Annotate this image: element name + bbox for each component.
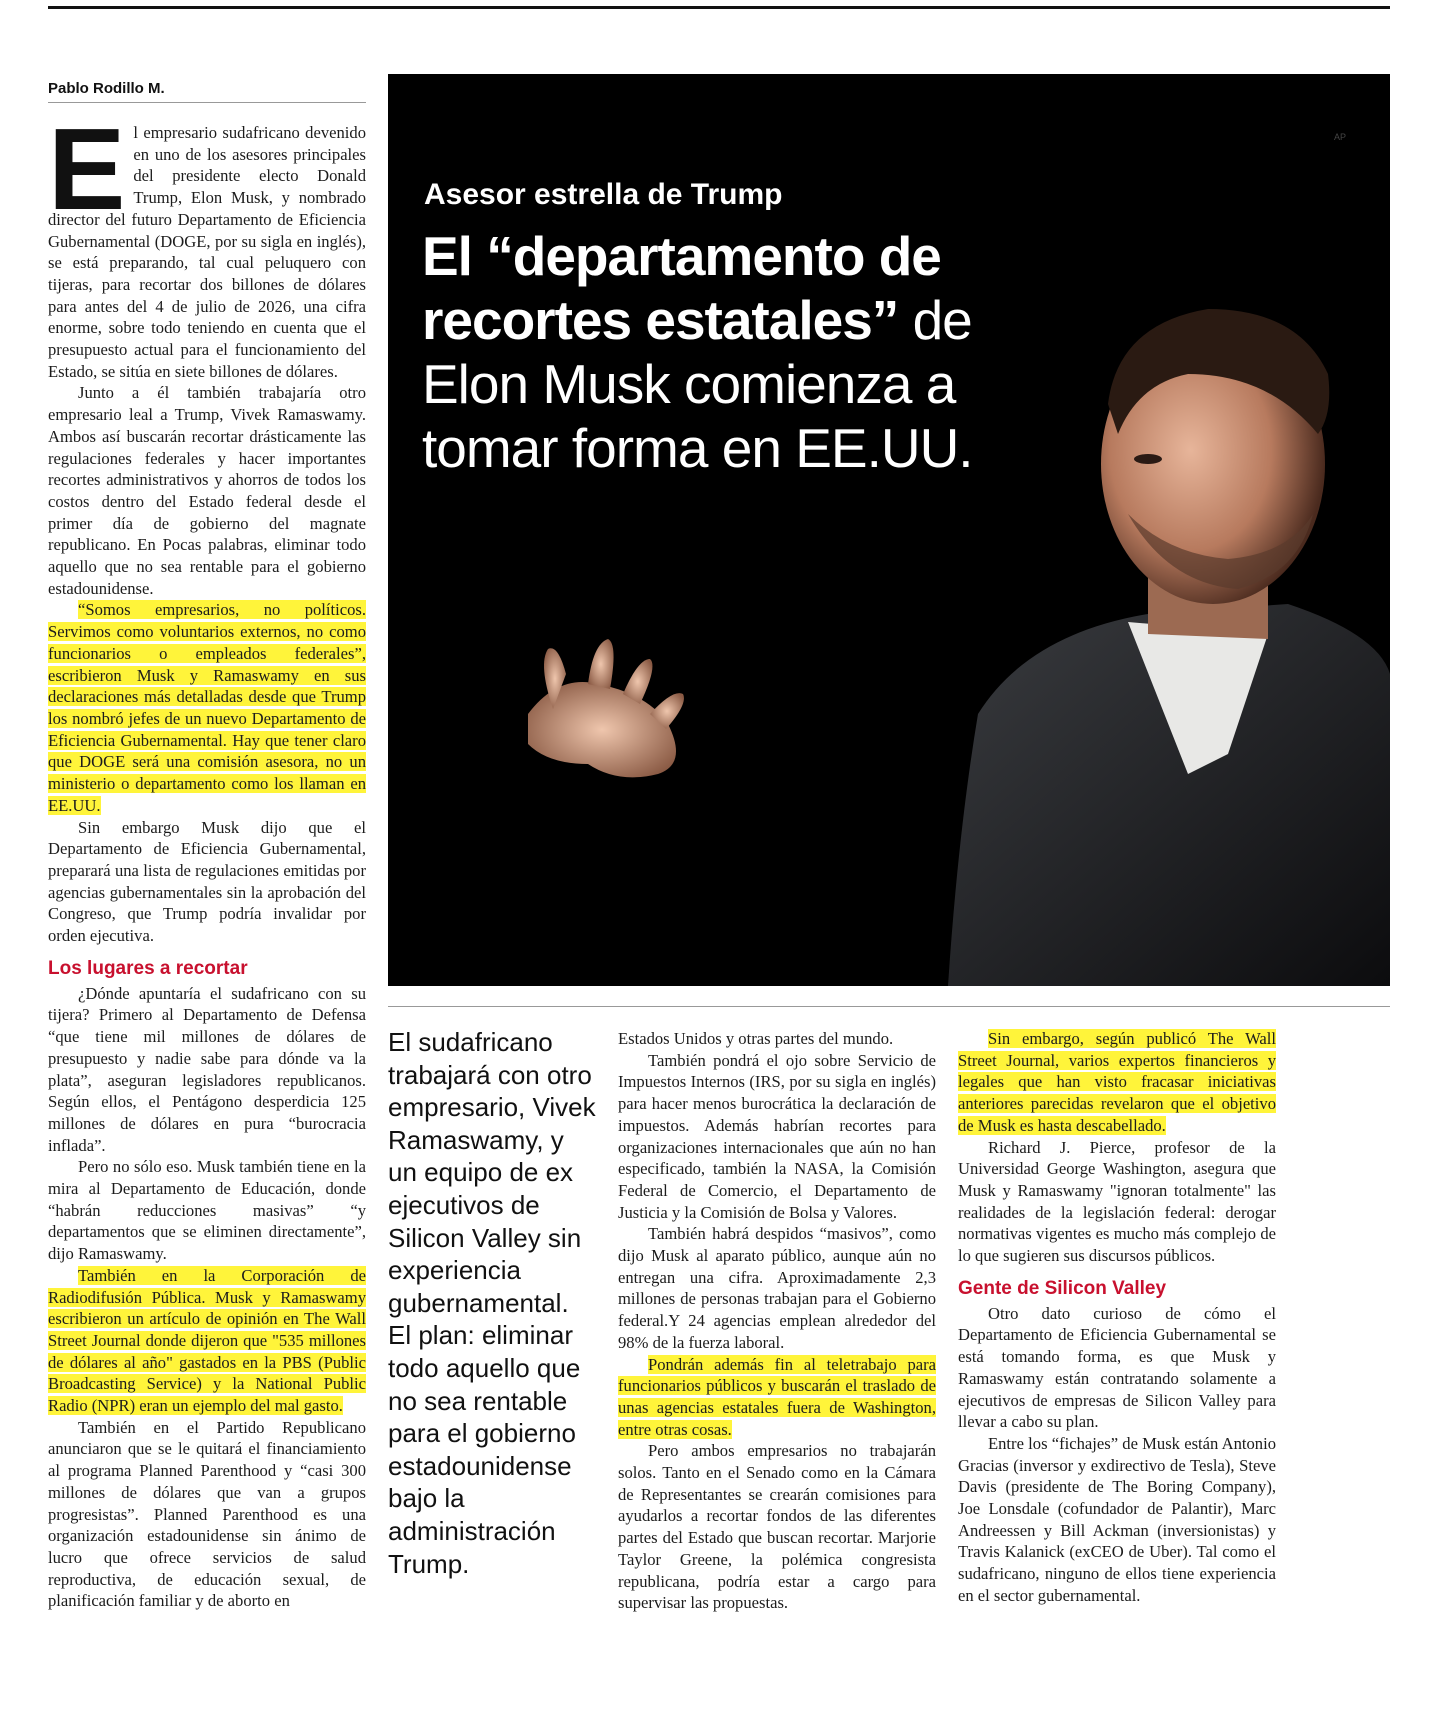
col4-paragraph-1 bbox=[958, 1028, 1276, 1137]
section-rule bbox=[388, 1006, 1390, 1007]
col3-paragraph-3: También habrá despidos “masivos”, como dijo Musk al aparato público, aunque aún no entregan una cifra. Aproximadamente 2,3 millones de personas trabajan para el Gobierno federal.Y 24 agencias emplean alrededor del 98% de la fuerza laboral. bbox=[618, 1224, 936, 1352]
highlighted-text: Sin embargo, según publicó The Wall Street Journal, varios expertos financieros y legales que han visto fracasar iniciativas anteriores parecidas revelaron que el objetivo de Musk es hasta descabellado. bbox=[958, 1029, 1276, 1135]
col4-paragraph-4: Entre los “fichajes” de Musk están Antonio Gracias (inversor y exdirectivo de Tesla), Steve Davis (presidente de The Boring Company), Joe Lonsdale (cofundador de Palantir), Marc Andreessen y Bill Ackman (inversionistas) y Travis Kalanick (exCEO de Uber). Tal como el sudafricano, ninguno de ellos tiene experiencia en el sector gubernamental. bbox=[958, 1433, 1276, 1605]
headline bbox=[422, 224, 982, 480]
col1-paragraph-7 bbox=[48, 1265, 366, 1417]
col4-paragraph-2: Richard J. Pierce, profesor de la Universidad George Washington, asegura que Musk y Ramaswamy "ignoran totalmente" las realidades de la legislación federal: derogar normativas vigentes es mucho más complejo de lo que sugieren sus discursos públicos. bbox=[958, 1137, 1276, 1266]
col1-paragraph-8: También en el Partido Republicano anunciaron que se le quitará el financiamiento al programa Planned Parenthood y “casi 300 millones de dólares que van a grupos progresistas”. Planned Parenthood es una organización estadounidense sin ánimo de lucro que ofrece servicios de salud reproductiva, de educación sexual, de planificación familiar y de aborto en bbox=[48, 1417, 366, 1611]
photo-credit: AP bbox=[1333, 132, 1346, 142]
kicker: Asesor estrella de Trump bbox=[424, 178, 783, 211]
top-rule bbox=[48, 6, 1390, 9]
hero-photo bbox=[388, 74, 1390, 986]
subhead-silicon-valley: Gente de Silicon Valley bbox=[958, 1277, 1167, 1299]
column-4 bbox=[958, 1028, 1276, 1607]
col1-paragraph-2: Junto a él también trabajaría otro empresario leal a Trump, Vivek Ramaswamy. Ambos así buscarán recortar drásticamente las regulaciones federales y hacer importantes recortes administrativos y ahorros de todos los costos dentro del Estado federal desde el primer día de gobierno del magnate republicano. En Pocas palabras, eliminar todo aquello que no sea rentable para el gobierno estadounidense. bbox=[48, 383, 366, 598]
byline: Pablo Rodillo M. bbox=[48, 80, 165, 97]
column-1 bbox=[48, 104, 366, 1612]
highlighted-quote: “Somos empresarios, no políticos. Servimos como voluntarios externos, no como funcionarios o empleados federales”, escribieron Musk y Ramaswamy en sus declaraciones más detalladas desde que Trump los nombró jefes de un nuevo Departamento de Eficiencia Gubernamental. Hay que tener claro que DOGE será una comisión asesora, no un ministerio o departamento como los llaman en EE.UU. bbox=[48, 600, 366, 815]
intro-paragraph bbox=[48, 104, 366, 382]
byline-rule bbox=[48, 102, 366, 103]
col3-paragraph-2: También pondrá el ojo sobre Servicio de Impuestos Internos (IRS, por su sigla en inglés) para hacer menos burocrática la declaración de impuestos. Además habrían recortes para organizaciones internacionales que aún no han especificado, también la NASA, la Comisión Federal de Comercio, el Departamento de Justicia y la Comisión de Bolsa y Valores. bbox=[618, 1050, 936, 1222]
intro-text: l empresario sudafricano devenido en uno de los asesores principales del presidente electo Donald Trump, Elon Musk, y nombrado director del futuro Departamento de Eficiencia Gubernamental (DOGE, por su sigla en inglés), se está preparando, tal cual peluquero con tijeras, para recortar dos billones de dólares para antes del 4 de julio de 2026, una cifra enorme, sobre todo teniendo en cuenta que el presupuesto actual para el funcionamiento del Estado, se sitúa en siete billones de dólares. bbox=[48, 123, 366, 381]
col4-paragraph-3: Otro dato curioso de cómo el Departamento de Eficiencia Gubernamental se está tomando forma, es que Musk y Ramaswamy están contratando solamente a ejecutivos de empresas de Silicon Valley para llevar a cabo su plan. bbox=[958, 1303, 1276, 1432]
col3-paragraph-5: Pero ambos empresarios no trabajarán solos. Tanto en el Senado como en la Cámara de Representantes se crearán comisiones para ayudarlos a recortar fondos de las diferentes partes del Estado que buscan recortar. Marjorie Taylor Greene, la polémica congresista republicana, podría estar a cargo para supervisar las propuestas. bbox=[618, 1441, 936, 1613]
highlighted-text: Pondrán además fin al teletrabajo para funcionarios públicos y buscarán el traslado de unas agencias estatales fuera de Washington, entre otras cosas. bbox=[618, 1354, 936, 1439]
drop-cap: E bbox=[48, 104, 126, 234]
col3-paragraph-4 bbox=[618, 1354, 936, 1441]
headline-bold: El “departamento de recortes estatales” bbox=[422, 225, 941, 351]
col1-paragraph-6: Pero no sólo eso. Musk también tiene en la mira al Departamento de Educación, donde “habrán reducciones masivas” “y departamentos que se eliminen directamente”, dijo Ramaswamy. bbox=[48, 1157, 366, 1264]
pull-quote: El sudafricano trabajará con otro empresario, Vivek Ramaswamy, y un equipo de ex ejecutivos de Silicon Valley sin experiencia gubernamental. El plan: eliminar todo aquello que no sea rentable para el gobierno estadounidense bajo la administración Trump. bbox=[388, 1027, 596, 1579]
col1-paragraph-3 bbox=[48, 599, 366, 816]
column-3 bbox=[618, 1028, 936, 1614]
headline-regular: de Elon Musk comienza a tomar forma en EE.UU. bbox=[422, 289, 973, 479]
highlighted-text: También en la Corporación de Radiodifusión Pública. Musk y Ramaswamy escribieron un artículo de opinión en The Wall Street Journal donde dijeron que "535 millones de dólares al año" gastados en la PBS (Public Broadcasting Service) y la National Public Radio (NPR) eran un ejemplo del mal gasto. bbox=[48, 1265, 366, 1416]
subhead-lugares: Los lugares a recortar bbox=[48, 957, 248, 979]
col3-paragraph-1: Estados Unidos y otras partes del mundo. bbox=[618, 1029, 894, 1048]
col1-paragraph-4: Sin embargo Musk dijo que el Departamento de Eficiencia Gubernamental, preparará una lista de regulaciones emitidas por agencias gubernamentales sin la aprobación del Congreso, que Trump podría invalidar por orden ejecutiva. bbox=[48, 817, 366, 946]
col1-paragraph-5: ¿Dónde apuntaría el sudafricano con su tijera? Primero al Departamento de Defensa “que tiene mil millones de dólares de presupuesto y nadie sabe para dónde va la plata”, aseguran legisladores republicanos. Según ellos, el Pentágono desperdicia 125 millones de dólares en pura “burocracia inflada”. bbox=[48, 983, 366, 1155]
